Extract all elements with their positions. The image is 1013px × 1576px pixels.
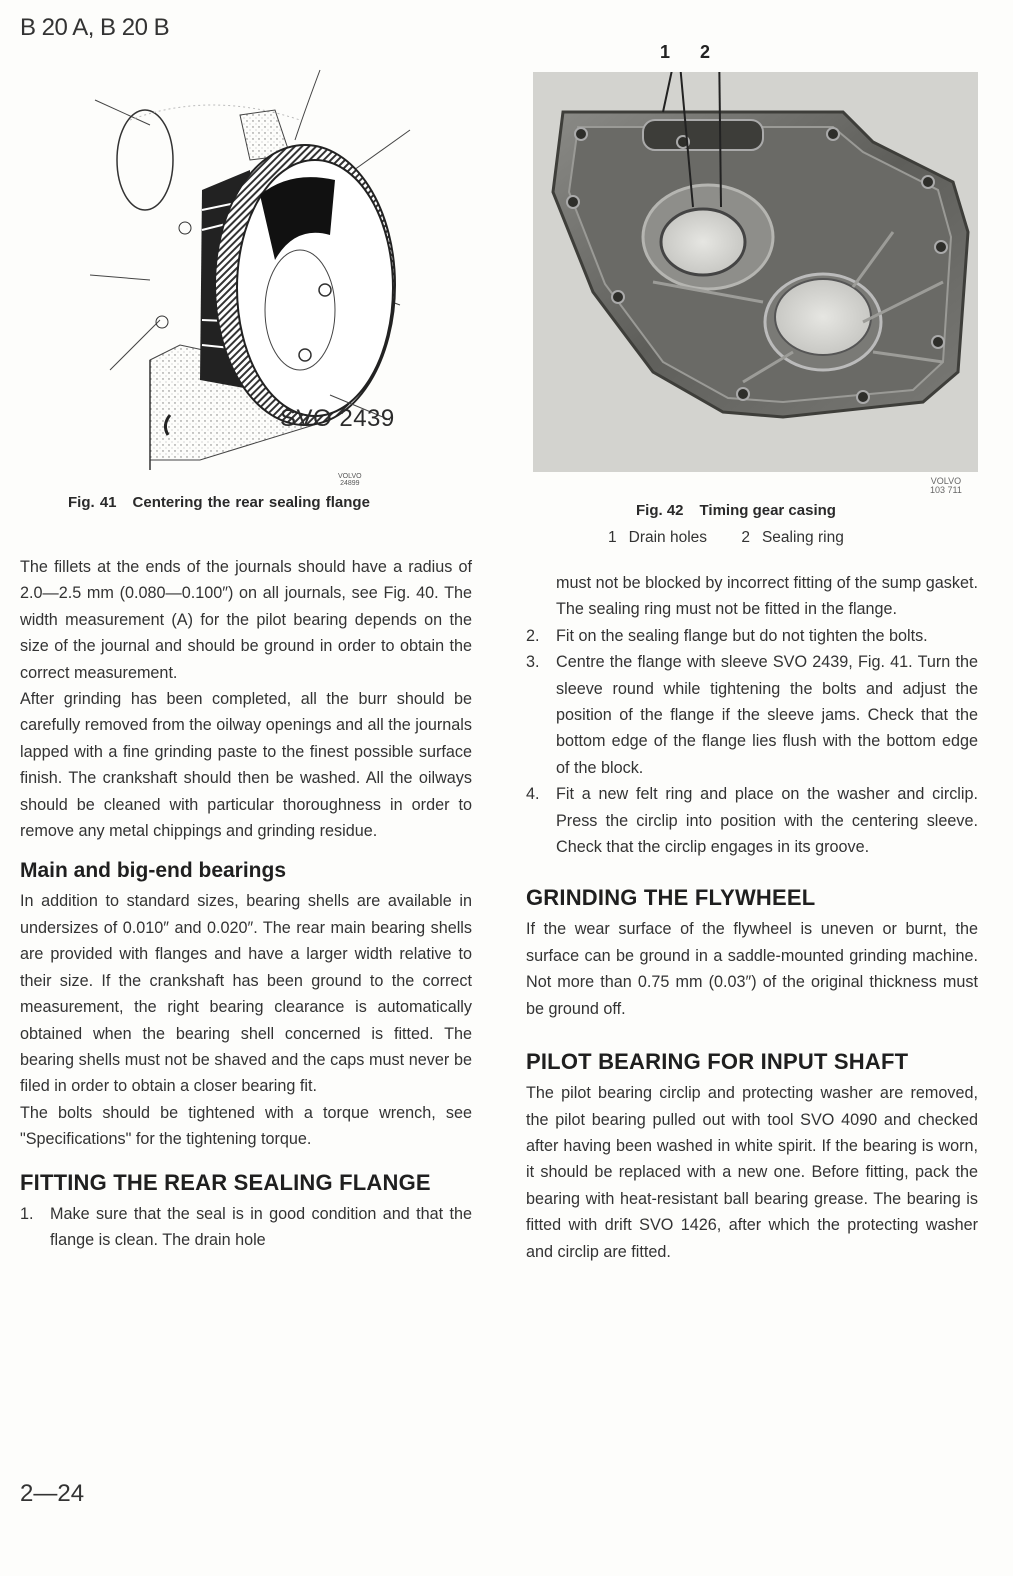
right-column	[526, 570, 978, 1265]
page-number: 2—24	[20, 1480, 85, 1507]
left-column	[20, 554, 472, 1253]
fig41-tool-label: SVO 2439	[280, 405, 395, 432]
fig42-callout-1: 1	[660, 42, 671, 62]
fig42-callouts	[660, 42, 740, 63]
fig42-legend-item: 2 Sealing ring	[741, 529, 844, 546]
fig42-photo	[533, 72, 978, 472]
step-1	[20, 1201, 472, 1254]
step-number: 4.	[526, 785, 540, 804]
fig42-callout-2: 2	[700, 42, 711, 62]
paragraph-bolts: The bolts should be tightened with a torque wrench, see "Specifications" for the tightening torque.	[20, 1103, 472, 1149]
step-text: Fit on the sealing flange but do not tighten the bolts.	[556, 626, 928, 645]
fig42-caption-text: Timing gear casing	[699, 502, 836, 519]
step-number: 3.	[526, 653, 540, 672]
fig41-stamp-code: 24899	[340, 480, 360, 487]
flange-steps-list	[20, 1201, 472, 1254]
fig41-stamp-brand: VOLVO	[338, 473, 362, 480]
step-text: Centre the flange with sleeve SVO 2439, Fig. 41. Turn the sleeve round while tightening the bolts and adjust the position of the flange if the sleeve jams. Check that the bottom edge of the flange lies flush with the bottom edge of the block.	[556, 653, 978, 777]
paragraph-fillets: The fillets at the ends of the journals should have a radius of 2.0—2.5 mm (0.080—0.100″) on all journals, see Fig. 40. The width measurement (A) for the pilot bearing depends on the size of the journal and should be ground in order to obtain the correct measurement.	[20, 558, 472, 682]
fig41-stamp	[338, 473, 362, 487]
step-3	[526, 649, 978, 781]
paragraph-bearing-shells: In addition to standard sizes, bearing shells are available in undersizes of 0.010″ and 0.020″. The rear main bearing shells are provided with flanges and have a larger width relative to their size. If the crankshaft has been ground to the correct measurement, the right bearing clearance is automatically obtained when the bearing shell concerned is fitted. The bearing shells must not be shaved and the caps must never be filed in order to obtain a closer bearing fit.	[20, 892, 472, 1096]
step-1-continued: must not be blocked by incorrect fitting of the sump gasket. The sealing ring must not be fitted in the flange.	[556, 574, 978, 619]
fig42-caption	[636, 502, 836, 519]
step-4	[526, 781, 978, 860]
paragraph-pilot-bearing: The pilot bearing circlip and protecting washer are removed, the pilot bearing pulled out with tool SVO 4090 and checked after having been washed in white spirit. If the bearing is worn, it should be replaced with a new one. Before fitting, pack the bearing with heat-resistant ball bearing grease. The bearing is fitted with drift SVO 1426, after which the protecting washer and circlip are fitted.	[526, 1084, 978, 1261]
fig41-number: Fig. 41	[68, 494, 117, 511]
heading-main-bearings: Main and big-end bearings	[20, 859, 287, 883]
fig42-number: Fig. 42	[636, 502, 684, 519]
fig41-caption-text: Centering the rear sealing flange	[132, 494, 370, 511]
fig42-legend-item: 1 Drain holes	[608, 529, 708, 546]
heading-rear-sealing-flange: FITTING THE REAR SEALING FLANGE	[20, 1169, 431, 1195]
fig41-caption	[68, 494, 370, 511]
paragraph-grinding: After grinding has been completed, all the burr should be carefully removed from the oilway openings and all the journals lapped with a fine grinding paste to the finest possible surface finish. The crankshaft should then be washed. All the oilways should be cleaned with particular thoroughness in order to remove any metal chippings and grinding residue.	[20, 690, 472, 841]
flange-steps-list-cont	[526, 623, 978, 861]
fig42-legend	[608, 529, 874, 547]
fig42-stamp-brand: VOLVO	[930, 476, 962, 486]
heading-pilot-bearing: PILOT BEARING FOR INPUT SHAFT	[526, 1049, 909, 1075]
heading-grinding-flywheel: GRINDING THE FLYWHEEL	[526, 885, 816, 911]
step-number: 1.	[20, 1204, 34, 1223]
step-text: Fit a new felt ring and place on the washer and circlip. Press the circlip into position with the centering sleeve. Check that the circlip engages in its groove.	[556, 785, 978, 857]
step-text: Make sure that the seal is in good condition and that the flange is clean. The drain hole	[50, 1204, 472, 1249]
step-2	[526, 623, 978, 649]
step-number: 2.	[526, 626, 540, 645]
fig42-stamp	[930, 477, 962, 495]
running-head: B 20 A, B 20 B	[20, 14, 170, 41]
paragraph-flywheel: If the wear surface of the flywheel is uneven or burnt, the surface can be ground in a saddle-mounted grinding machine. Not more than 0.75 mm (0.03″) of the original thickness must be ground off.	[526, 920, 978, 1018]
fig42-stamp-code: 103 711	[930, 485, 962, 495]
